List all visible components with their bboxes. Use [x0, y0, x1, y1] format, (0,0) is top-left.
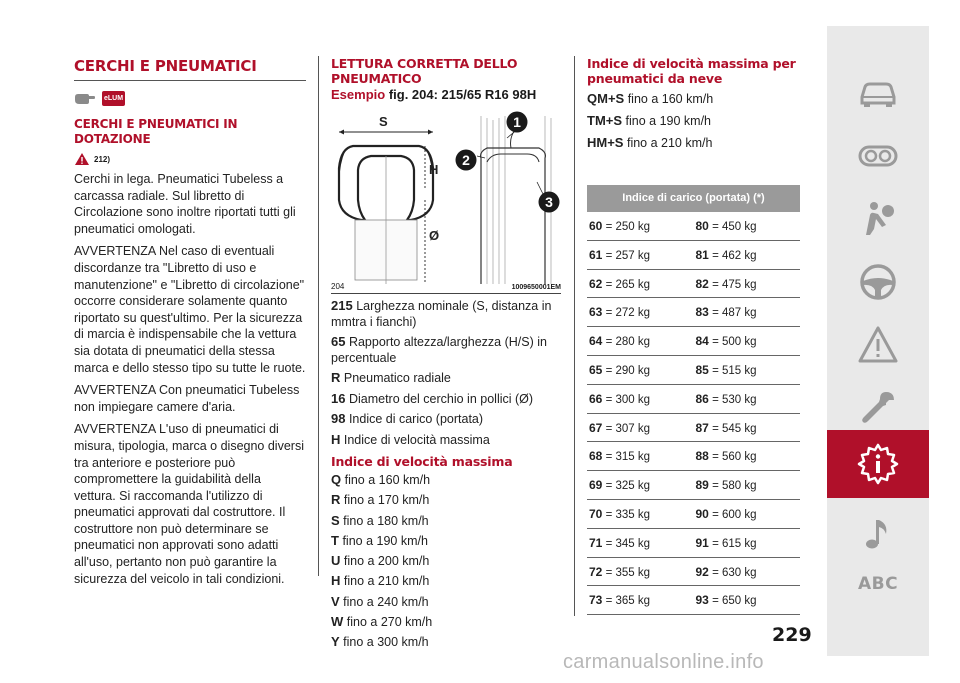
- sidebar-item-safety[interactable]: [827, 187, 929, 251]
- sidebar-item-emergency[interactable]: [827, 313, 929, 377]
- table-cell: [694, 414, 801, 442]
- load-value: = 650 kg: [712, 595, 757, 608]
- load-value: = 615 kg: [712, 537, 757, 550]
- figure-divider: [331, 293, 561, 294]
- load-code: 90: [695, 506, 709, 521]
- table-cell: [587, 471, 694, 499]
- load-value: = 560 kg: [712, 451, 757, 464]
- table-row: [587, 586, 800, 615]
- definition-code: 215: [331, 298, 353, 313]
- table-cell: [694, 558, 801, 586]
- table-row: [587, 471, 800, 500]
- load-value: = 300 kg: [605, 393, 651, 406]
- load-code: 71: [589, 535, 603, 550]
- svg-text:2: 2: [462, 152, 470, 168]
- table-row: [587, 442, 800, 471]
- load-code: 83: [695, 305, 709, 320]
- load-table-body: [587, 212, 800, 615]
- definition-code: 98: [331, 411, 346, 426]
- table-cell: [587, 356, 694, 384]
- table-cell: [587, 241, 694, 269]
- load-code: 88: [695, 449, 709, 464]
- load-value: = 265 kg: [605, 278, 651, 291]
- table-row: [587, 500, 800, 529]
- load-value: = 515 kg: [712, 364, 757, 377]
- definitions-list: [331, 298, 561, 448]
- load-code: 66: [589, 391, 603, 406]
- speed-text: fino a 190 km/h: [342, 533, 428, 548]
- table-cell: [587, 442, 694, 470]
- load-value: = 500 kg: [712, 336, 757, 349]
- load-value: = 272 kg: [605, 307, 651, 320]
- table-cell: [587, 529, 694, 557]
- snow-speed-item: [587, 110, 800, 132]
- load-code: 60: [589, 219, 603, 233]
- wrench-icon: [856, 386, 900, 430]
- table-row: [587, 298, 800, 327]
- table-cell: [694, 471, 801, 499]
- definition-item: [331, 370, 561, 387]
- speed-text: fino a 240 km/h: [343, 594, 429, 609]
- warning-triangle-icon: [74, 152, 90, 166]
- table-cell: [587, 500, 694, 528]
- definition-code: R: [331, 370, 341, 385]
- table-cell: [694, 385, 801, 413]
- load-value: = 315 kg: [605, 451, 651, 464]
- table-cell: [587, 298, 694, 326]
- table-cell: [587, 212, 694, 240]
- definition-text: Rapporto altezza/larghezza (H/S) in percentuale: [331, 335, 547, 365]
- load-value: = 580 kg: [712, 480, 757, 493]
- snow-speed-code: TM+S: [587, 113, 623, 128]
- table-row: [587, 414, 800, 443]
- table-cell: [694, 212, 801, 240]
- definition-item: [331, 432, 561, 449]
- speed-item: [331, 551, 561, 571]
- speed-item: [331, 470, 561, 490]
- load-code: 70: [589, 506, 603, 521]
- load-value: = 450 kg: [712, 221, 757, 233]
- load-value: = 475 kg: [712, 278, 757, 291]
- dashboard-icon: [856, 134, 900, 178]
- load-value: = 325 kg: [605, 480, 651, 493]
- example-label: Esempio: [331, 87, 386, 102]
- definition-code: 65: [331, 334, 346, 349]
- example-line: [331, 86, 561, 104]
- technical-data-icon: [856, 442, 900, 486]
- load-code: 63: [589, 305, 603, 320]
- title-divider: [74, 80, 306, 81]
- table-cell: [587, 586, 694, 614]
- load-code: 86: [695, 391, 709, 406]
- chapter-sidebar: [827, 26, 929, 656]
- paragraph: AVVERTENZA Nel caso di eventuali discordanze tra "Libretto di uso e manutenzione" e "Libretto di circolazione" occorre considerare solamente quanto riportato su quest'ultimo. Per la sicurezza di marcia è indispensabile che la vettura sia dotata di pneumatici della stessa marca e dello stesso tipo su tutte le ruote.: [74, 244, 306, 375]
- definition-code: H: [331, 431, 341, 447]
- load-code: 67: [589, 420, 603, 435]
- steering-wheel-icon: [856, 260, 900, 304]
- speed-code: U: [331, 553, 341, 569]
- paragraph: AVVERTENZA Con pneumatici Tubeless non impiegare camere d'aria.: [74, 383, 300, 414]
- speed-text: fino a 270 km/h: [346, 615, 433, 630]
- abc-label: ABC: [857, 574, 899, 594]
- table-cell: [587, 558, 694, 586]
- load-code: 93: [695, 593, 709, 608]
- definition-text: Diametro del cerchio in pollici (Ø): [348, 391, 534, 406]
- height-label: H: [429, 162, 439, 177]
- load-code: 84: [695, 334, 709, 349]
- table-cell: [587, 414, 694, 442]
- warning-row: [74, 151, 306, 167]
- snow-speed-title: Indice di velocità massima per pneumatici da neve: [587, 56, 796, 86]
- speed-text: fino a 210 km/h: [343, 574, 430, 589]
- column-divider: [318, 56, 319, 576]
- load-code: 82: [695, 276, 709, 291]
- snow-speed-text: fino a 190 km/h: [625, 114, 711, 128]
- speed-item: [331, 612, 561, 632]
- table-cell: [694, 270, 801, 298]
- tyre-diagram-figure: [331, 108, 561, 286]
- table-cell: [587, 327, 694, 355]
- speed-item: [331, 632, 561, 652]
- speed-item: [331, 571, 561, 591]
- load-value: = 280 kg: [605, 336, 651, 349]
- load-code: 61: [589, 247, 603, 262]
- definition-text: Indice di velocità massima: [343, 432, 490, 447]
- speed-text: fino a 180 km/h: [343, 513, 429, 528]
- sidebar-item-technical-data[interactable]: [827, 430, 929, 498]
- load-value: = 487 kg: [712, 307, 757, 320]
- table-cell: [587, 270, 694, 298]
- snow-speed-item: [587, 88, 800, 110]
- load-code: 65: [589, 362, 603, 377]
- definition-item: [331, 298, 561, 330]
- load-value: = 290 kg: [605, 364, 651, 377]
- definition-text: Pneumatico radiale: [343, 371, 451, 385]
- definition-item: [331, 391, 561, 408]
- speed-code: V: [331, 593, 340, 609]
- column-2: [331, 56, 561, 653]
- table-cell: [694, 442, 801, 470]
- speed-item: [331, 531, 561, 551]
- table-cell: [694, 241, 801, 269]
- column-divider: [574, 56, 575, 616]
- svg-text:1: 1: [513, 114, 521, 130]
- figure-code: 1009650001EM: [511, 284, 561, 291]
- load-code: 68: [589, 449, 603, 464]
- music-note-icon: [856, 512, 900, 556]
- table-row: [587, 558, 800, 587]
- table-row: [587, 270, 800, 299]
- speed-code: Y: [331, 634, 340, 650]
- load-code: 64: [589, 334, 603, 349]
- width-label: S: [379, 114, 388, 129]
- load-value: = 250 kg: [605, 221, 651, 233]
- sidebar-item-index[interactable]: [827, 552, 929, 616]
- load-code: 72: [589, 564, 603, 579]
- definition-code: 16: [331, 390, 346, 406]
- snow-speed-list: [587, 88, 800, 154]
- sub-title: CERCHI E PNEUMATICI IN DOTAZIONE: [74, 117, 238, 146]
- airbag-seat-icon: [856, 197, 900, 241]
- paragraph: AVVERTENZA L'uso di pneumatici di misura, tipologia, marca o disegno diversi tra anteriore e posteriore può compromettere la guidabilità della vettura. Si raccomanda l'utilizzo di pneumatici approvati dal costruttore. Il costruttore non può determinare se pneumatici non approvati sono adatti all'uso, pertanto non può garantire la sicurezza del veicolo in tali condizioni.: [74, 422, 304, 586]
- table-cell: [694, 298, 801, 326]
- load-code: 87: [695, 420, 709, 435]
- speed-code: H: [331, 573, 341, 589]
- tyre-reading-title: LETTURA CORRETTA DELLO PNEUMATICO: [331, 56, 518, 86]
- load-code: 80: [695, 219, 709, 233]
- speed-item: [331, 490, 561, 510]
- load-code: 85: [695, 362, 709, 377]
- sidebar-item-driving[interactable]: [827, 250, 929, 314]
- table-row: [587, 356, 800, 385]
- table-row: [587, 529, 800, 558]
- speed-text: fino a 300 km/h: [343, 635, 429, 650]
- watermark: carmanualsonline.info: [563, 651, 764, 673]
- load-code: 62: [589, 276, 603, 291]
- speed-code: Q: [331, 472, 342, 487]
- warning-reference: 212): [94, 154, 111, 164]
- load-value: = 355 kg: [605, 566, 651, 579]
- speed-code: T: [331, 532, 339, 548]
- load-value: = 257 kg: [605, 249, 651, 262]
- table-cell: [694, 500, 801, 528]
- load-value: = 600 kg: [712, 508, 757, 521]
- page-number: 229: [772, 624, 812, 646]
- load-value: = 630 kg: [712, 566, 757, 579]
- speed-text: fino a 160 km/h: [344, 473, 431, 487]
- load-code: 89: [695, 478, 709, 493]
- section-title: CERCHI E PNEUMATICI: [74, 57, 257, 75]
- speed-item: [331, 511, 561, 531]
- diameter-label: Ø: [429, 228, 440, 243]
- load-index-table: [587, 185, 800, 615]
- snow-speed-item: [587, 132, 800, 154]
- table-row: [587, 327, 800, 356]
- load-code: 73: [589, 593, 603, 608]
- snow-speed-code: HM+S: [587, 135, 624, 150]
- load-value: = 462 kg: [712, 249, 757, 262]
- pointing-hand-icon: [74, 90, 96, 106]
- warning-triangle-icon: [856, 323, 900, 367]
- sidebar-item-car[interactable]: [827, 61, 929, 125]
- speed-text: fino a 200 km/h: [343, 554, 430, 569]
- load-value: = 530 kg: [712, 393, 757, 406]
- load-code: 69: [589, 478, 603, 493]
- load-table-header: Indice di carico (portata) (*): [587, 185, 800, 212]
- column-1: [74, 56, 306, 593]
- table-row: [587, 385, 800, 414]
- figure-number: 204: [331, 282, 345, 291]
- car-icon: [856, 71, 900, 115]
- load-value: = 345 kg: [605, 537, 651, 550]
- snow-speed-code: QM+S: [587, 91, 625, 106]
- speed-text: fino a 170 km/h: [343, 493, 430, 508]
- table-cell: [694, 327, 801, 355]
- speed-code: S: [331, 512, 340, 528]
- column-3: [587, 56, 800, 615]
- table-cell: [587, 385, 694, 413]
- load-code: 92: [695, 564, 709, 579]
- speed-item: [331, 592, 561, 612]
- icon-row: [74, 89, 306, 107]
- definition-item: [331, 411, 561, 428]
- load-value: = 335 kg: [605, 508, 651, 521]
- load-value: = 365 kg: [605, 595, 651, 608]
- table-row: [587, 241, 800, 270]
- speed-code: R: [331, 492, 341, 508]
- tyre-cross-section: [339, 146, 433, 284]
- speed-index-title: Indice di velocità massima: [331, 454, 513, 469]
- definition-text: Indice di carico (portata): [348, 412, 484, 426]
- sidebar-item-dashboard[interactable]: [827, 124, 929, 188]
- example-text: fig. 204: 215/65 R16 98H: [388, 87, 537, 102]
- table-cell: [694, 356, 801, 384]
- svg-text:3: 3: [545, 194, 553, 210]
- load-code: 81: [695, 247, 709, 262]
- paragraph: Cerchi in lega. Pneumatici Tubeless a carcassa radiale. Sul libretto di Circolazione sono inoltre riportati tutti gli pneumatici omologati.: [74, 172, 296, 236]
- table-row: [587, 212, 800, 241]
- table-cell: [694, 529, 801, 557]
- table-cell: [694, 586, 801, 614]
- load-code: 91: [695, 535, 709, 550]
- load-value: = 545 kg: [712, 422, 757, 435]
- elum-badge: eLUM: [102, 91, 125, 106]
- snow-speed-text: fino a 160 km/h: [627, 92, 714, 106]
- snow-speed-text: fino a 210 km/h: [626, 136, 713, 150]
- definition-item: [331, 334, 561, 366]
- speed-index-list: [331, 470, 561, 653]
- speed-code: W: [331, 614, 344, 630]
- definition-text: Larghezza nominale (S, distanza in mmtra i fianchi): [331, 299, 552, 329]
- load-value: = 307 kg: [605, 422, 651, 435]
